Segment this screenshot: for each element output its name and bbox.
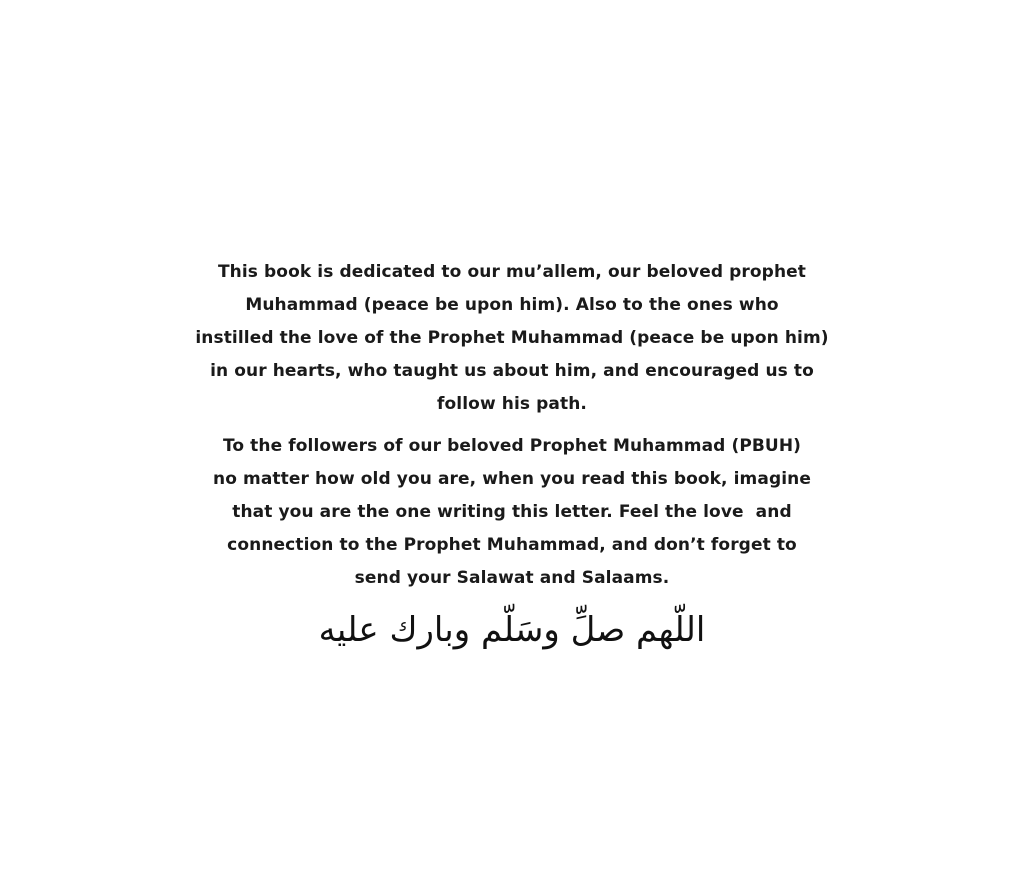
dedication-paragraph-2 (0, 430, 1024, 595)
paragraph-line: that you are the one writing this letter. Feel the love and (232, 502, 792, 522)
paragraph-line: instilled the love of the Prophet Muhammad (peace be upon him) (195, 328, 829, 348)
paragraph-line: This book is dedicated to our mu’allem, our beloved prophet (217, 262, 807, 282)
paragraph-line: follow his path. (437, 394, 587, 414)
paragraph-line: in our hearts, who taught us about him, and encouraged us to (210, 361, 814, 381)
dedication-paragraph-1 (0, 256, 1024, 421)
paragraph-line: no matter how old you are, when you read this book, imagine (213, 469, 811, 489)
paragraph-line: To the followers of our beloved Prophet Muhammad (PBUH) (222, 436, 802, 456)
paragraph-line: Muhammad (peace be upon him). Also to the ones who (245, 295, 779, 315)
paragraph-line: send your Salawat and Salaams. (354, 568, 670, 588)
arabic-blessing: اللّهم صلِّ وسَلّم وبارك عليه (318, 610, 706, 650)
paragraph-line: connection to the Prophet Muhammad, and don’t forget to (227, 535, 797, 555)
